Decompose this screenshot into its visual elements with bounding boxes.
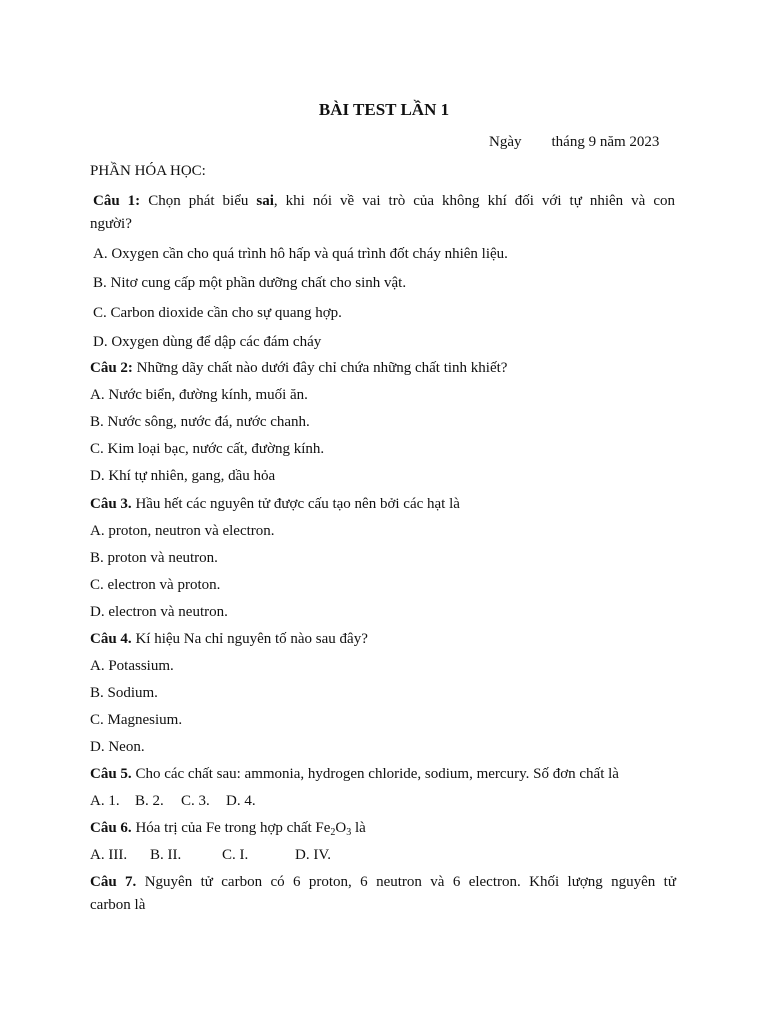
question-3-label: Câu 3. [90, 496, 132, 512]
question-5-option-d: D. 4. [226, 793, 256, 809]
question-3-option-a: A. proton, neutron và electron. [90, 523, 275, 539]
question-7-label: Câu 7. [90, 874, 137, 890]
question-3-option-b: B. proton và neutron. [90, 550, 218, 566]
question-6-option-c: C. I. [222, 847, 249, 863]
question-4-label: Câu 4. [90, 631, 132, 647]
date-month-year: tháng 9 năm 2023 [551, 134, 660, 150]
question-4-option-a: A. Potassium. [90, 658, 174, 674]
question-1: Câu 1: Chọn phát biểu sai, khi nói về vai trò của không khí đối với tự nhiên và con [93, 193, 676, 209]
question-5-label: Câu 5. [90, 766, 132, 782]
question-5-option-c: C. 3. [181, 793, 210, 809]
question-6-option-d: D. IV. [295, 847, 331, 863]
question-2-option-c: C. Kim loại bạc, nước cất, đường kính. [90, 441, 325, 457]
question-6-option-a: A. III. [90, 847, 128, 863]
date-line [489, 134, 689, 151]
question-2-option-d: D. Khí tự nhiên, gang, dầu hỏa [90, 468, 276, 484]
question-2-label: Câu 2: [90, 360, 133, 376]
question-6-options [90, 847, 331, 864]
question-7-line2: carbon là [90, 897, 146, 913]
question-4-option-c: C. Magnesium. [90, 712, 183, 728]
question-1-option-c: C. Carbon dioxide cần cho sự quang hợp. [93, 305, 342, 321]
question-6-option-b: B. II. [150, 847, 182, 863]
question-1-label: Câu 1: [93, 193, 141, 209]
question-3: Câu 3. Hầu hết các nguyên tử được cấu tạo nên bởi các hạt là [90, 496, 460, 512]
page-title: BÀI TEST LẦN 1 [318, 100, 450, 119]
question-4: Câu 4. Kí hiệu Na chỉ nguyên tố nào sau đây? [90, 631, 368, 647]
question-2-option-a: A. Nước biển, đường kính, muối ăn. [90, 387, 308, 403]
question-7: Câu 7. Nguyên tử carbon có 6 proton, 6 neutron và 6 electron. Khối lượng nguyên tử [90, 874, 676, 890]
question-5: Câu 5. Cho các chất sau: ammonia, hydrogen chloride, sodium, mercury. Số đơn chất là [90, 766, 619, 782]
question-1-option-b: B. Nitơ cung cấp một phần dưỡng chất cho sinh vật. [93, 275, 407, 291]
question-6: Câu 6. Hóa trị của Fe trong hợp chất $Fe_2O_3$ là [90, 820, 366, 838]
question-2-option-b: B. Nước sông, nước đá, nước chanh. [90, 414, 310, 430]
question-1-line2: người? [90, 216, 132, 232]
question-6-label: Câu 6. [90, 820, 132, 836]
question-4-option-b: B. Sodium. [90, 685, 158, 701]
question-4-option-d: D. Neon. [90, 739, 145, 755]
question-1-option-d: D. Oxygen dùng để dập các đám cháy [93, 334, 322, 350]
section-heading: PHẦN HÓA HỌC: [90, 163, 206, 179]
question-5-options [90, 793, 256, 810]
question-2: Câu 2: Những dãy chất nào dưới đây chỉ chứa những chất tinh khiết? [90, 360, 508, 376]
question-1-option-a: A. Oxygen cần cho quá trình hô hấp và quá trình đốt cháy nhiên liệu. [93, 246, 508, 262]
question-5-option-b: B. 2. [135, 793, 164, 809]
question-3-option-d: D. electron và neutron. [90, 604, 228, 620]
question-3-option-c: C. electron và proton. [90, 577, 221, 593]
question-1-emphasis: sai [256, 193, 274, 209]
question-5-option-a: A. 1. [90, 793, 120, 809]
date-day-label: Ngày [489, 134, 522, 150]
